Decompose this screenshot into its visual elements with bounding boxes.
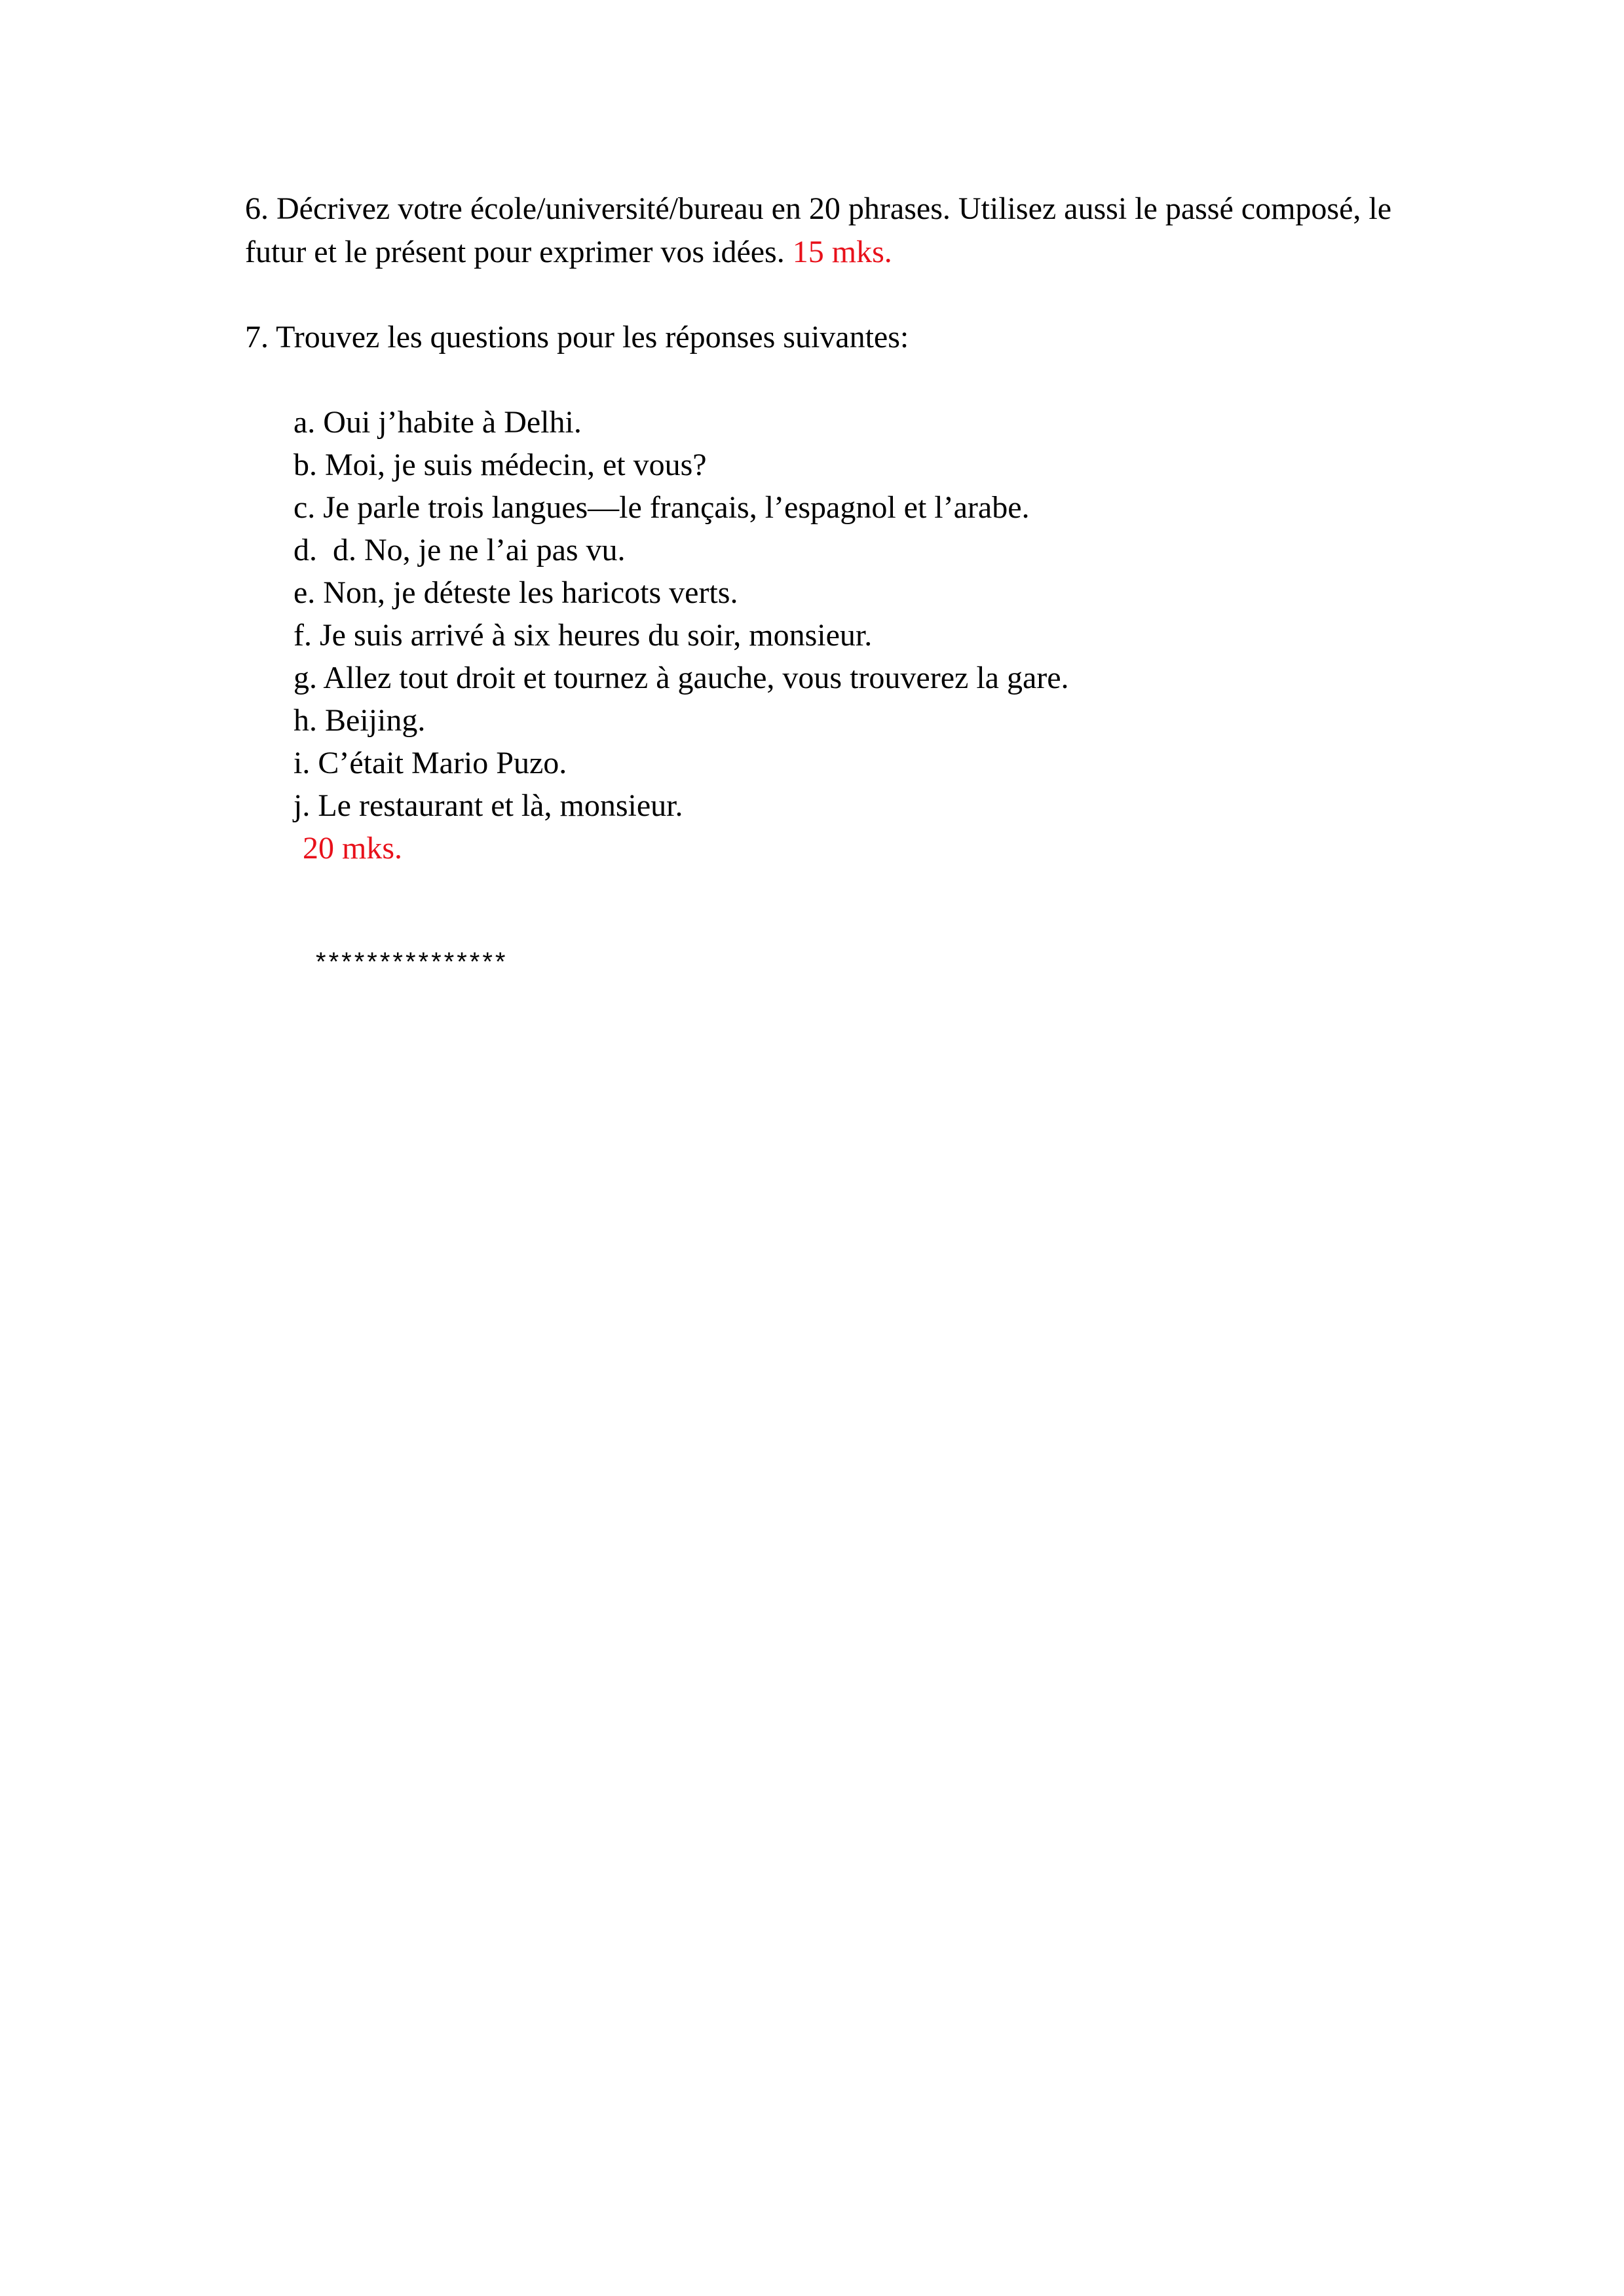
question-6: [245, 187, 1398, 274]
answer-item-d: d. d. No, je ne l’ai pas vu.: [293, 533, 626, 567]
answer-item-g: g. Allez tout droit et tournez à gauche, vous trouverez la gare.: [293, 660, 1069, 695]
end-separator: ***************: [316, 947, 508, 976]
answer-item-a: a. Oui j’habite à Delhi.: [293, 405, 582, 440]
answer-item-i: i. C’était Mario Puzo.: [293, 746, 567, 780]
answer-item-j: j. Le restaurant et là, monsieur.: [293, 788, 683, 823]
answer-list: [293, 401, 1069, 827]
question-6-marks: 15 mks.: [792, 235, 892, 269]
question-7-heading: 7. Trouvez les questions pour les réponses suivantes:: [245, 320, 909, 354]
question-6-text: 6. Décrivez votre école/université/bureau en 20 phrases. Utilisez aussi le passé composé, le futur et le présent pour exprimer vos idées.: [245, 191, 1392, 269]
answer-item-b: b. Moi, je suis médecin, et vous?: [293, 448, 707, 482]
answer-item-f: f. Je suis arrivé à six heures du soir, monsieur.: [293, 618, 873, 653]
answer-item-c: c. Je parle trois langues—le français, l’espagnol et l’arabe.: [293, 490, 1030, 525]
question-7-marks: 20 mks.: [303, 831, 403, 866]
answer-item-h: h. Beijing.: [293, 703, 426, 738]
answer-item-e: e. Non, je déteste les haricots verts.: [293, 575, 738, 610]
